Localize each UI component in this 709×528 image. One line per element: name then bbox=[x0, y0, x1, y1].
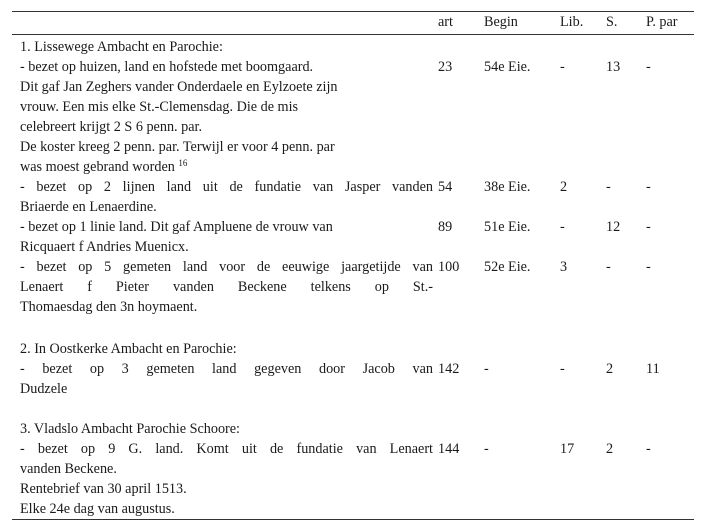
entry-p-par-value: - bbox=[646, 59, 651, 75]
entry-p-par-value: - bbox=[646, 441, 651, 457]
entry-text-line: - bezet op 9 G. land. Komt uit de fundatie van Lenaert bbox=[20, 441, 433, 457]
header-rule bbox=[12, 34, 694, 35]
column-header-p-par: P. par bbox=[646, 14, 678, 30]
column-header-art: art bbox=[438, 14, 453, 30]
entry-p-par-value: - bbox=[646, 179, 651, 195]
entry-lib-value: 17 bbox=[560, 441, 575, 457]
entry-text-line: - bezet op 2 lijnen land uit de fundatie van Jasper vanden bbox=[20, 179, 433, 195]
entry-text-line: vanden Beckene. bbox=[20, 461, 117, 477]
entry-lib-value: 2 bbox=[560, 179, 568, 195]
entry-begin-value: 38e Eie. bbox=[484, 179, 531, 195]
section-heading: 1. Lissewege Ambacht en Parochie: bbox=[20, 39, 223, 55]
footnote-marker: 16 bbox=[178, 158, 188, 168]
entry-text-line-with-footnote bbox=[20, 158, 187, 178]
entry-text-line: De koster kreeg 2 penn. par. Terwijl er voor 4 penn. par bbox=[20, 139, 335, 155]
entry-text-line: - bezet op huizen, land en hofstede met boomgaard. bbox=[20, 59, 314, 75]
entry-text-line: Briaerde en Lenaerdine. bbox=[20, 199, 157, 215]
entry-p-par-value: - bbox=[646, 219, 651, 235]
entry-text-line: celebreert krijgt 2 S 6 penn. par. bbox=[20, 119, 203, 135]
entry-text-line: - bezet op 1 linie land. Dit gaf Ampluene de vrouw van bbox=[20, 219, 333, 235]
column-header-lib: Lib. bbox=[560, 14, 584, 30]
entry-art-value: 89 bbox=[438, 219, 453, 235]
entry-lib-value: - bbox=[560, 59, 565, 75]
column-header-begin: Begin bbox=[484, 14, 518, 30]
entry-begin-value: 51e Eie. bbox=[484, 219, 531, 235]
entry-p-par-value: 11 bbox=[646, 361, 660, 377]
top-rule bbox=[12, 11, 694, 12]
entry-s-value: 12 bbox=[606, 219, 621, 235]
entry-text-line: Dudzele bbox=[20, 381, 68, 397]
entry-s-value: 13 bbox=[606, 59, 621, 75]
entry-s-value: 2 bbox=[606, 361, 614, 377]
entry-text-line: Thomaesdag den 3n hoymaent. bbox=[20, 299, 198, 315]
entry-text-line: Rentebrief van 30 april 1513. bbox=[20, 481, 187, 497]
section-heading: 2. In Oostkerke Ambacht en Parochie: bbox=[20, 341, 237, 357]
entry-s-value: 2 bbox=[606, 441, 614, 457]
entry-text-line: Elke 24e dag van augustus. bbox=[20, 501, 175, 517]
entry-lib-value: - bbox=[560, 219, 565, 235]
entry-art-value: 144 bbox=[438, 441, 460, 457]
entry-art-value: 54 bbox=[438, 179, 453, 195]
section-heading: 3. Vladslo Ambacht Parochie Schoore: bbox=[20, 421, 240, 437]
entry-lib-value: 3 bbox=[560, 259, 568, 275]
entry-art-value: 142 bbox=[438, 361, 460, 377]
entry-p-par-value: - bbox=[646, 259, 651, 275]
entry-text-line: - bezet op 3 gemeten land gegeven door Jacob van bbox=[20, 361, 433, 377]
entry-lib-value: - bbox=[560, 361, 565, 377]
entry-begin-value: - bbox=[484, 361, 489, 377]
entry-text-line: Lenaert f Pieter vanden Beckene telkens op St.- bbox=[20, 279, 433, 295]
column-header-s: S. bbox=[606, 14, 618, 30]
entry-art-value: 23 bbox=[438, 59, 453, 75]
entry-s-value: - bbox=[606, 179, 611, 195]
entry-text: was moest gebrand worden bbox=[20, 159, 175, 175]
entry-begin-value: 52e Eie. bbox=[484, 259, 531, 275]
entry-art-value: 100 bbox=[438, 259, 460, 275]
entry-text-line: vrouw. Een mis elke St.-Clemensdag. Die de mis bbox=[20, 99, 299, 115]
entry-text-line: - bezet op 5 gemeten land voor de eeuwige jaargetijde van bbox=[20, 259, 433, 275]
entry-begin-value: - bbox=[484, 441, 489, 457]
entry-text-line: Dit gaf Jan Zeghers vander Onderdaele en Eylzoete zijn bbox=[20, 79, 338, 95]
entry-text-line: Ricquaert f Andries Muenicx. bbox=[20, 239, 189, 255]
entry-s-value: - bbox=[606, 259, 611, 275]
entry-begin-value: 54e Eie. bbox=[484, 59, 531, 75]
